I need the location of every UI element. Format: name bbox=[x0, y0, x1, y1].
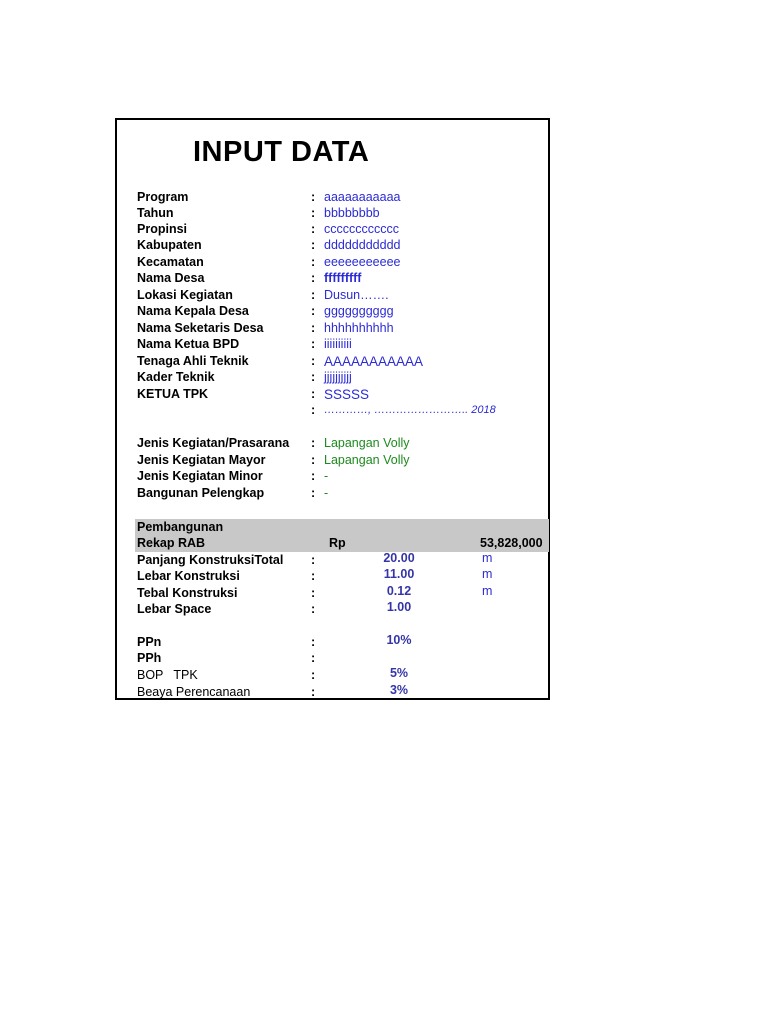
tax-value: 3% bbox=[389, 683, 409, 697]
activity-value: Lapangan Volly bbox=[324, 436, 410, 450]
info-colon: : bbox=[311, 238, 316, 252]
tax-label: BOP TPK bbox=[137, 668, 198, 682]
info-label: Nama Seketaris Desa bbox=[137, 321, 264, 335]
dimension-value: 1.00 bbox=[386, 600, 412, 614]
dimension-value: 0.12 bbox=[386, 584, 412, 598]
info-label: Tahun bbox=[137, 206, 174, 220]
dimension-label: Tebal Konstruksi bbox=[137, 586, 238, 600]
info-value: AAAAAAAAAAA bbox=[324, 354, 424, 369]
info-value: aaaaaaaaaaa bbox=[324, 190, 401, 204]
info-colon: : bbox=[311, 354, 316, 368]
tax-label: Beaya Perencanaan bbox=[137, 685, 251, 699]
info-value: gggggggggg bbox=[324, 304, 394, 318]
tax-value: 5% bbox=[389, 666, 409, 680]
info-label: Program bbox=[137, 190, 189, 204]
rekap-line1: Pembangunan bbox=[137, 520, 224, 534]
info-colon: : bbox=[311, 321, 316, 335]
dimension-label: Lebar Space bbox=[137, 602, 212, 616]
activity-value: Lapangan Volly bbox=[324, 453, 410, 467]
dimension-label: Panjang KonstruksiTotal bbox=[137, 553, 284, 567]
info-label: KETUA TPK bbox=[137, 387, 209, 401]
activity-label: Bangunan Pelengkap bbox=[137, 486, 265, 500]
activity-colon: : bbox=[311, 453, 316, 467]
tax-colon: : bbox=[311, 651, 316, 665]
info-colon: : bbox=[311, 222, 316, 236]
info-label: Kecamatan bbox=[137, 255, 204, 269]
info-value: iiiiiiiiii bbox=[324, 337, 352, 351]
dimension-value: 20.00 bbox=[383, 551, 415, 565]
dimension-unit: m bbox=[482, 584, 493, 598]
activity-colon: : bbox=[311, 486, 316, 500]
activity-label: Jenis Kegiatan Minor bbox=[137, 469, 263, 483]
info-value: fffffffff bbox=[324, 271, 362, 285]
rekap-amount: 53,828,000 bbox=[480, 536, 543, 550]
tax-value: 10% bbox=[386, 633, 412, 647]
activity-label: Jenis Kegiatan Mayor bbox=[137, 453, 266, 467]
dimension-unit: m bbox=[482, 551, 493, 565]
dimension-colon: : bbox=[311, 569, 316, 583]
dimension-colon: : bbox=[311, 602, 316, 616]
tax-label: PPh bbox=[137, 651, 162, 665]
info-value: eeeeeeeeeee bbox=[324, 255, 401, 269]
activity-label: Jenis Kegiatan/Prasarana bbox=[137, 436, 290, 450]
activity-value: - bbox=[324, 469, 329, 483]
dimension-unit: m bbox=[482, 567, 493, 581]
tax-label: PPn bbox=[137, 635, 162, 649]
info-label: Lokasi Kegiatan bbox=[137, 288, 233, 302]
info-label: Kabupaten bbox=[137, 238, 202, 252]
dimension-label: Lebar Konstruksi bbox=[137, 569, 240, 583]
info-value: SSSSS bbox=[324, 387, 370, 402]
info-colon: : bbox=[311, 337, 316, 351]
info-value: hhhhhhhhhh bbox=[324, 321, 394, 335]
page-title: INPUT DATA bbox=[193, 136, 370, 168]
info-label: Nama Kepala Desa bbox=[137, 304, 249, 318]
activity-colon: : bbox=[311, 436, 316, 450]
rekap-line2: Rekap RAB bbox=[137, 536, 206, 550]
info-label: Propinsi bbox=[137, 222, 188, 236]
info-label: Nama Ketua BPD bbox=[137, 337, 240, 351]
info-colon: : bbox=[311, 304, 316, 318]
activity-colon: : bbox=[311, 469, 316, 483]
info-label: Kader Teknik bbox=[137, 370, 215, 384]
info-value: …………, …………………….. 2018 bbox=[324, 404, 496, 416]
info-value: cccccccccccc bbox=[324, 222, 399, 236]
dimension-value: 11.00 bbox=[383, 567, 415, 581]
info-colon: : bbox=[311, 403, 316, 417]
dimension-colon: : bbox=[311, 553, 316, 567]
info-colon: : bbox=[311, 288, 316, 302]
info-label: Nama Desa bbox=[137, 271, 205, 285]
info-label: Tenaga Ahli Teknik bbox=[137, 354, 249, 368]
info-colon: : bbox=[311, 255, 316, 269]
info-colon: : bbox=[311, 370, 316, 384]
tax-colon: : bbox=[311, 668, 316, 682]
dimension-colon: : bbox=[311, 586, 316, 600]
info-value: bbbbbbbb bbox=[324, 206, 380, 220]
tax-colon: : bbox=[311, 685, 316, 699]
info-colon: : bbox=[311, 190, 316, 204]
rekap-currency: Rp bbox=[329, 536, 346, 550]
info-value: jjjjjjjjjj bbox=[324, 370, 352, 384]
info-colon: : bbox=[311, 387, 316, 401]
activity-value: - bbox=[324, 486, 329, 500]
info-colon: : bbox=[311, 206, 316, 220]
info-colon: : bbox=[311, 271, 316, 285]
info-value: ddddddddddd bbox=[324, 238, 401, 252]
info-value: Dusun……. bbox=[324, 288, 389, 302]
tax-colon: : bbox=[311, 635, 316, 649]
